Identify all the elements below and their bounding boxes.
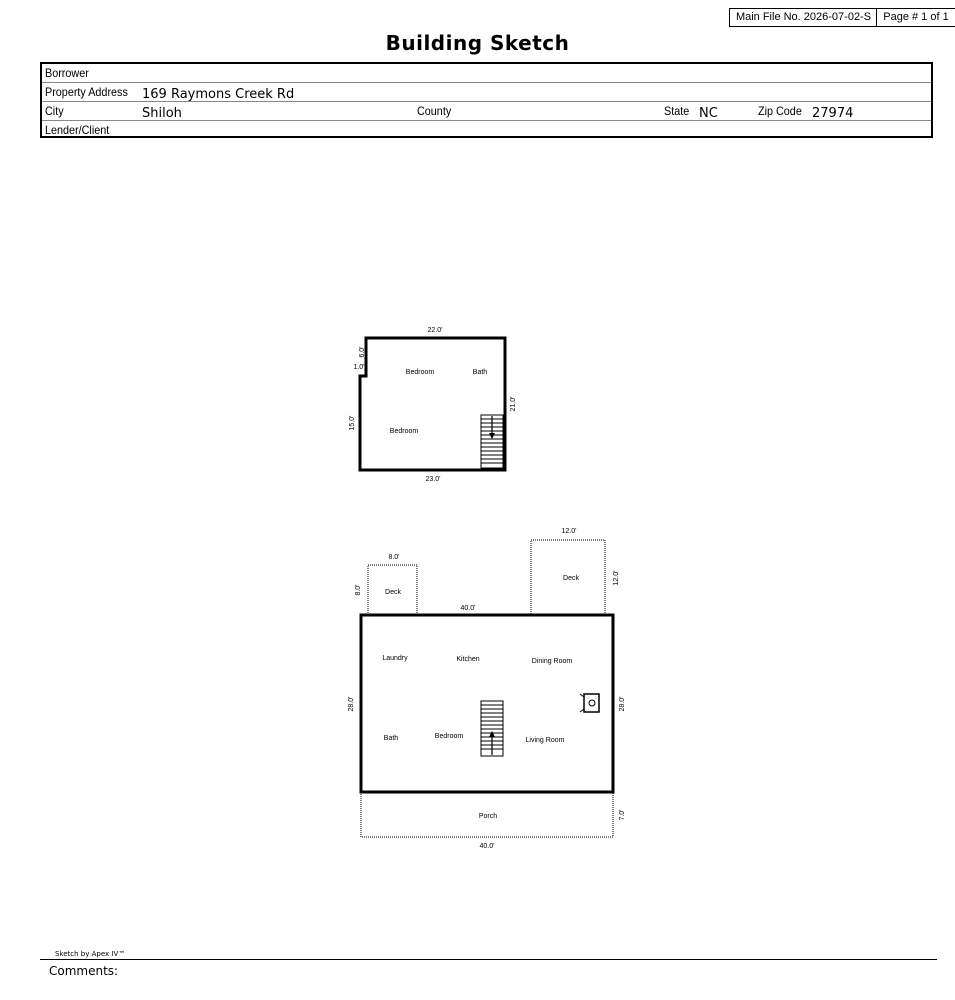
upper-dim-left-lower: 15.0' [349,415,356,431]
room-dining-room: Dining Room [531,658,573,665]
borrower-label: Borrower [45,66,89,80]
porch-label: Porch [478,813,498,820]
large-deck-dim-top: 12.0' [561,528,577,535]
room-living-room: Living Room [525,737,565,744]
room-kitchen: Kitchen [456,656,480,663]
upper-room-bedroom-2: Bedroom [389,428,419,435]
city-value: Shiloh [142,106,182,121]
room-laundry: Laundry [382,655,408,662]
main-dim-left: 28.0' [348,696,355,712]
city-label: City [45,104,64,118]
page-title: Building Sketch [385,31,570,55]
large-deck-label: Deck [563,575,579,582]
main-floor-plan [348,528,626,850]
page-number: Page # 1 of 1 [876,8,955,27]
porch-dim-right: 7.0' [619,809,626,821]
footer-divider [40,959,937,960]
upper-dim-left-upper: 6.0' [359,346,366,358]
porch-dim-bottom: 40.0' [479,843,495,850]
state-label: State [664,104,690,118]
zip-code-label: Zip Code [758,104,802,118]
main-dim-right: 28.0' [619,696,626,712]
upper-room-bath: Bath [472,369,488,376]
property-address-label: Property Address [45,85,128,99]
sketch-credit: Sketch by Apex IV™ [55,950,126,958]
main-dim-top: 40.0' [460,605,476,612]
upper-dim-step: 1.0' [353,364,365,371]
zip-code-value: 27974 [812,106,854,121]
property-address-value: 169 Raymons Creek Rd [142,87,295,102]
room-bedroom: Bedroom [434,733,464,740]
comments-label: Comments: [49,964,119,978]
small-deck-dim-top: 8.0' [388,554,400,561]
room-bath: Bath [383,735,399,742]
main-file-number: Main File No. 2026-07-02-S [729,8,877,27]
county-label: County [417,104,452,118]
small-deck-dim-left: 8.0' [355,584,362,596]
upper-stairs-icon [481,415,503,468]
upper-dim-right: 21.0' [510,396,517,412]
upper-room-bedroom: Bedroom [405,369,435,376]
upper-floor-plan [349,327,517,483]
upper-dim-bottom: 23.0' [425,476,441,483]
upper-dim-top: 22.0' [427,327,443,334]
fireplace-icon [580,694,599,712]
lender-label: Lender/Client [45,123,110,137]
main-stairs-icon [481,701,503,756]
small-deck-label: Deck [385,589,401,596]
state-value: NC [699,106,718,121]
large-deck-dim-right: 12.0' [613,570,620,586]
